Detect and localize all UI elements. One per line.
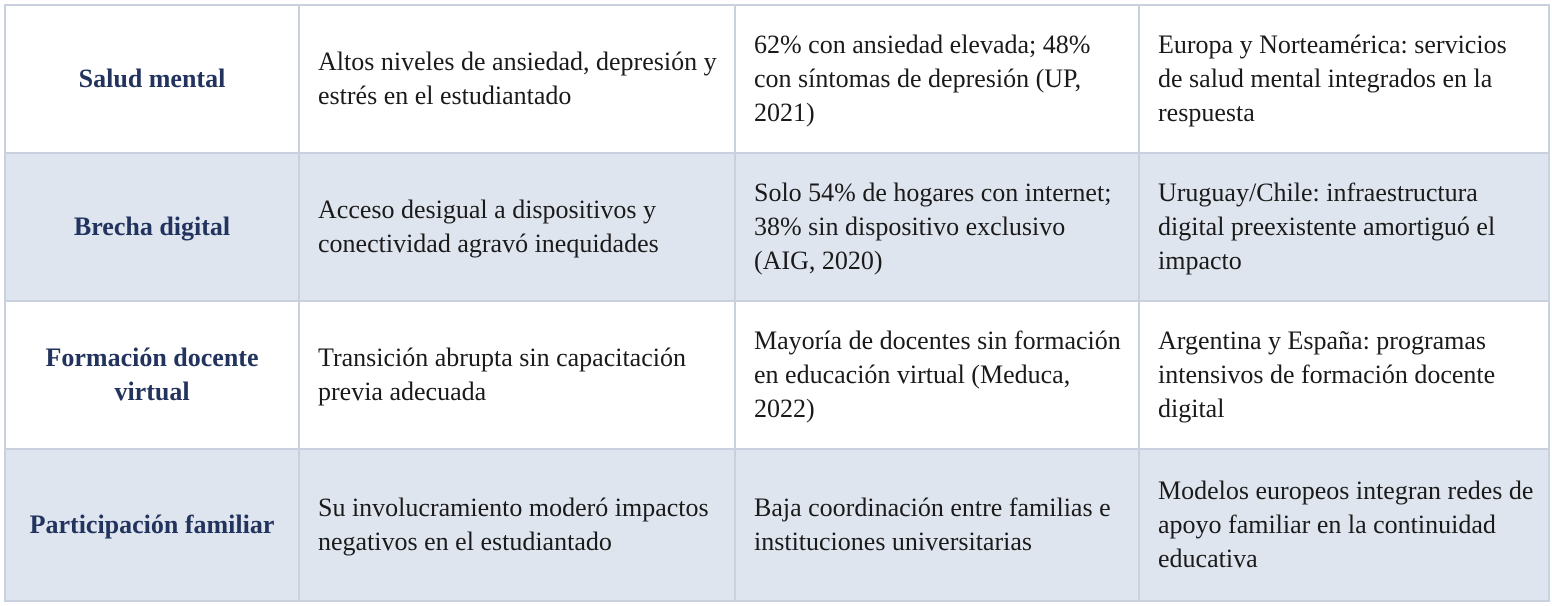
evidence-cell: Baja coordinación entre familias e instituciones universitarias (735, 449, 1139, 601)
table-row (5, 153, 1549, 301)
row-label-formacion-docente: Formación docente virtual (5, 301, 299, 449)
problem-cell: Su involucramiento moderó impactos negativos en el estudiantado (299, 449, 735, 601)
row-label-participacion-familiar: Participación familiar (5, 449, 299, 601)
evidence-cell: 62% con ansiedad elevada; 48% con síntomas de depresión (UP, 2021) (735, 5, 1139, 153)
international-cell: Europa y Norteamérica: servicios de salud mental integrados en la respuesta (1139, 5, 1549, 153)
evidence-cell: Solo 54% de hogares con internet; 38% sin dispositivo exclusivo (AIG, 2020) (735, 153, 1139, 301)
international-cell: Argentina y España: programas intensivos de formación docente digital (1139, 301, 1549, 449)
problem-cell: Acceso desigual a dispositivos y conectividad agravó inequidades (299, 153, 735, 301)
row-label-brecha-digital: Brecha digital (5, 153, 299, 301)
row-label-salud-mental: Salud mental (5, 5, 299, 153)
table-row (5, 301, 1549, 449)
international-cell: Uruguay/Chile: infraestructura digital preexistente amortiguó el impacto (1139, 153, 1549, 301)
evidence-cell: Mayoría de docentes sin formación en educación virtual (Meduca, 2022) (735, 301, 1139, 449)
table-row (5, 5, 1549, 153)
problem-cell: Altos niveles de ansiedad, depresión y estrés en el estudiantado (299, 5, 735, 153)
comparison-table (4, 4, 1550, 602)
problem-cell: Transición abrupta sin capacitación previa adecuada (299, 301, 735, 449)
table-row (5, 449, 1549, 601)
international-cell: Modelos europeos integran redes de apoyo familiar en la continuidad educativa (1139, 449, 1549, 601)
